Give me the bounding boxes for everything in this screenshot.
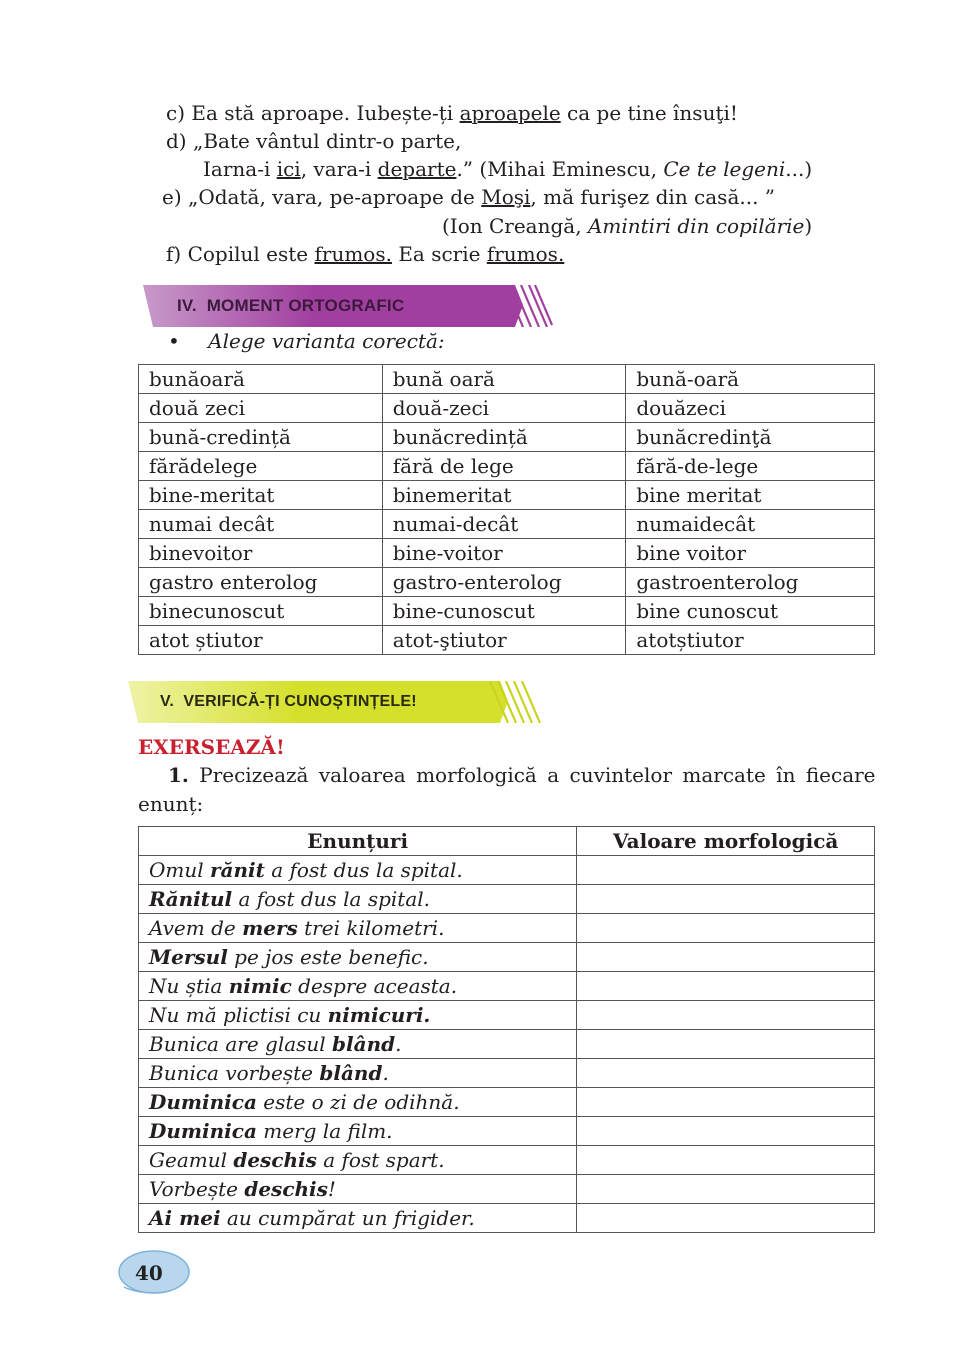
table-header-row — [139, 827, 875, 856]
spelling-option-cell[interactable]: atot-ştiutor — [382, 626, 626, 655]
spelling-option-cell[interactable]: bine meritat — [626, 481, 875, 510]
table-row — [139, 1204, 875, 1233]
spelling-option-cell[interactable]: fărădelege — [139, 452, 383, 481]
table-row — [139, 568, 875, 597]
example-f — [166, 241, 564, 267]
sentence-text: Omul — [149, 858, 210, 882]
underlined-word: departe — [377, 157, 457, 181]
table-row — [139, 1175, 875, 1204]
page-number: 40 — [135, 1261, 163, 1285]
sentence-text: despre aceasta. — [291, 974, 458, 998]
sentence-cell — [139, 943, 577, 972]
section-title — [160, 693, 417, 711]
table-row — [139, 914, 875, 943]
spelling-option-cell[interactable]: douăzeci — [626, 394, 875, 423]
example-d-line2 — [203, 156, 812, 182]
table-row — [139, 481, 875, 510]
example-d-line1 — [166, 128, 461, 154]
example-label: f) — [166, 242, 182, 266]
example-text: „Bate vântul dintr-o parte, — [192, 129, 462, 153]
marked-word: deschis — [244, 1177, 328, 1201]
sentence-text: a fost dus la spital. — [232, 887, 431, 911]
marked-word: rănit — [210, 858, 265, 882]
section-title-text: MOMENT ORTOGRAFIC — [206, 296, 405, 315]
spelling-option-cell[interactable]: numaidecât — [626, 510, 875, 539]
example-label: e) — [162, 185, 182, 209]
spelling-option-cell[interactable]: numai decât — [139, 510, 383, 539]
table-row — [139, 1088, 875, 1117]
sentence-cell — [139, 1030, 577, 1059]
answer-cell[interactable] — [577, 1059, 875, 1088]
example-text: (Ion Creangă, — [442, 214, 588, 238]
exercise-text: Precizează valoarea morfologică a cuvintelor marcate în fiecare — [188, 763, 876, 787]
morphology-table — [138, 826, 875, 1233]
exercise-statement-line2: enunț: — [138, 792, 204, 816]
spelling-option-cell[interactable]: binevoitor — [139, 539, 383, 568]
spelling-option-cell[interactable]: bunăoară — [139, 365, 383, 394]
header-valoare-morfologica: Valoare morfologică — [577, 827, 875, 856]
marked-word: blând — [319, 1061, 383, 1085]
example-text: Copilul este — [187, 242, 315, 266]
table-row — [139, 1146, 875, 1175]
sentence-text: Geamul — [149, 1148, 234, 1172]
answer-cell[interactable] — [577, 1117, 875, 1146]
sentence-text: merg la film. — [256, 1119, 393, 1143]
marked-word: deschis — [233, 1148, 317, 1172]
answer-cell[interactable] — [577, 943, 875, 972]
table-row — [139, 539, 875, 568]
exercise-statement-line1 — [138, 762, 876, 788]
sentence-text: trei kilometri. — [297, 916, 445, 940]
table-row — [139, 1030, 875, 1059]
table-row — [139, 510, 875, 539]
example-text: ca pe tine însuţi! — [560, 101, 738, 125]
spelling-option-cell[interactable]: atot știutor — [139, 626, 383, 655]
spelling-option-cell[interactable]: bunăcredință — [382, 423, 626, 452]
table-row — [139, 1001, 875, 1030]
work-title: Amintiri din copilărie — [587, 214, 805, 238]
table-row — [139, 943, 875, 972]
marked-word: Duminica — [149, 1119, 257, 1143]
work-title: Ce te legeni — [663, 157, 786, 181]
spelling-option-cell[interactable]: două zeci — [139, 394, 383, 423]
morphology-table-body — [139, 856, 875, 1233]
sentence-text: Avem de — [149, 916, 243, 940]
marked-word: nimicuri. — [327, 1003, 431, 1027]
spelling-option-cell[interactable]: bine-meritat — [139, 481, 383, 510]
sentence-text: ! — [327, 1177, 336, 1201]
example-text: , vara-i — [300, 157, 378, 181]
sentence-text: au cumpărat un frigider. — [220, 1206, 475, 1230]
sentence-text: . — [395, 1032, 402, 1056]
spelling-option-cell[interactable]: două-zeci — [382, 394, 626, 423]
spelling-option-cell[interactable]: gastroenterolog — [626, 568, 875, 597]
table-row — [139, 856, 875, 885]
marked-word: Ai mei — [149, 1206, 221, 1230]
table-row — [139, 885, 875, 914]
answer-cell[interactable] — [577, 1001, 875, 1030]
table-row — [139, 626, 875, 655]
marked-word: Mersul — [149, 945, 228, 969]
section-number: V. — [160, 693, 175, 710]
spelling-option-cell[interactable]: fără de lege — [382, 452, 626, 481]
marked-word: blând — [332, 1032, 396, 1056]
underlined-word: Moşi — [481, 185, 531, 209]
example-text: .” (Mihai Eminescu, — [456, 157, 664, 181]
exercise-heading: EXERSEAZĂ! — [138, 735, 285, 759]
answer-cell[interactable] — [577, 885, 875, 914]
underlined-word: ici — [276, 157, 301, 181]
answer-cell[interactable] — [577, 1088, 875, 1117]
section-banner-verifica — [128, 681, 543, 723]
sentence-text: Nu știa — [149, 974, 229, 998]
sentence-text: pe jos este benefic. — [227, 945, 429, 969]
answer-cell[interactable] — [577, 1175, 875, 1204]
marked-word: mers — [242, 916, 298, 940]
instruction-text: Alege varianta corectă: — [208, 329, 445, 353]
spelling-table-body — [139, 365, 875, 655]
marked-word: Rănitul — [149, 887, 233, 911]
underlined-word: frumos. — [486, 242, 565, 266]
sentence-text: Bunica vorbește — [149, 1061, 320, 1085]
sentence-cell — [139, 972, 577, 1001]
sentence-cell — [139, 1175, 577, 1204]
example-e-line1 — [162, 184, 775, 210]
example-text: „Odată, vara, pe-aproape de — [188, 185, 482, 209]
answer-cell[interactable] — [577, 914, 875, 943]
example-text: Ea scrie — [391, 242, 487, 266]
spelling-option-cell[interactable]: gastro enterolog — [139, 568, 383, 597]
table-row — [139, 597, 875, 626]
example-text: , mă furişez din casă... ” — [530, 185, 776, 209]
sentence-text: Vorbește — [149, 1177, 245, 1201]
sentence-cell — [139, 856, 577, 885]
section-title — [177, 296, 404, 316]
spelling-table — [138, 364, 875, 655]
example-text: Ea stă aproape. Iubește-ți — [191, 101, 460, 125]
bullet: • — [168, 329, 180, 353]
spelling-option-cell[interactable]: gastro-enterolog — [382, 568, 626, 597]
answer-cell[interactable] — [577, 1146, 875, 1175]
table-row — [139, 1117, 875, 1146]
example-text: Iarna-i — [203, 157, 277, 181]
spelling-option-cell[interactable]: bine-voitor — [382, 539, 626, 568]
sentence-text: Nu mă plictisi cu — [149, 1003, 328, 1027]
sentence-text: Bunica are glasul — [149, 1032, 333, 1056]
spelling-option-cell[interactable]: binecunoscut — [139, 597, 383, 626]
section-number: IV. — [177, 296, 197, 315]
page-number-badge — [110, 1247, 192, 1299]
example-text: ) — [804, 214, 813, 238]
table-row — [139, 452, 875, 481]
underlined-word: aproapele — [459, 101, 561, 125]
table-row — [139, 394, 875, 423]
sentence-cell — [139, 885, 577, 914]
spelling-option-cell[interactable]: fără-de-lege — [626, 452, 875, 481]
example-text: ...) — [785, 157, 813, 181]
spelling-option-cell[interactable]: atotștiutor — [626, 626, 875, 655]
section-banner-moment-ortografic — [143, 285, 553, 327]
spelling-option-cell[interactable]: bine cunoscut — [626, 597, 875, 626]
header-enunturi: Enunțuri — [139, 827, 577, 856]
table-row — [139, 972, 875, 1001]
spelling-option-cell[interactable]: bună-credință — [139, 423, 383, 452]
spelling-option-cell[interactable]: bine-cunoscut — [382, 597, 626, 626]
instruction — [168, 328, 445, 354]
example-label: c) — [166, 101, 186, 125]
underlined-word: frumos. — [314, 242, 392, 266]
sentence-text: a fost spart. — [316, 1148, 445, 1172]
example-label: d) — [166, 129, 187, 153]
sentence-cell — [139, 914, 577, 943]
answer-cell[interactable] — [577, 856, 875, 885]
table-row — [139, 365, 875, 394]
answer-cell[interactable] — [577, 972, 875, 1001]
sentence-cell — [139, 1001, 577, 1030]
marked-word: nimic — [228, 974, 292, 998]
sentence-text: este o zi de odihnă. — [256, 1090, 460, 1114]
exercise-number: 1. — [168, 763, 189, 787]
sentence-text: . — [382, 1061, 389, 1085]
marked-word: Duminica — [149, 1090, 257, 1114]
sentence-text: a fost dus la spital. — [264, 858, 463, 882]
sentence-cell — [139, 1146, 577, 1175]
example-c — [166, 100, 738, 126]
table-row — [139, 1059, 875, 1088]
spelling-option-cell[interactable]: bună oară — [382, 365, 626, 394]
section-title-text: VERIFICĂ-ȚI CUNOȘTINȚELE! — [183, 693, 417, 710]
answer-cell[interactable] — [577, 1030, 875, 1059]
sentence-cell — [139, 1204, 577, 1233]
spelling-option-cell[interactable]: numai-decât — [382, 510, 626, 539]
table-row — [139, 423, 875, 452]
sentence-cell — [139, 1117, 577, 1146]
spelling-option-cell[interactable]: bunăcredinţă — [626, 423, 875, 452]
spelling-option-cell[interactable]: bună-oară — [626, 365, 875, 394]
spelling-option-cell[interactable]: bine voitor — [626, 539, 875, 568]
sentence-cell — [139, 1059, 577, 1088]
spelling-option-cell[interactable]: binemeritat — [382, 481, 626, 510]
sentence-cell — [139, 1088, 577, 1117]
answer-cell[interactable] — [577, 1204, 875, 1233]
example-e-line2 — [442, 213, 812, 239]
